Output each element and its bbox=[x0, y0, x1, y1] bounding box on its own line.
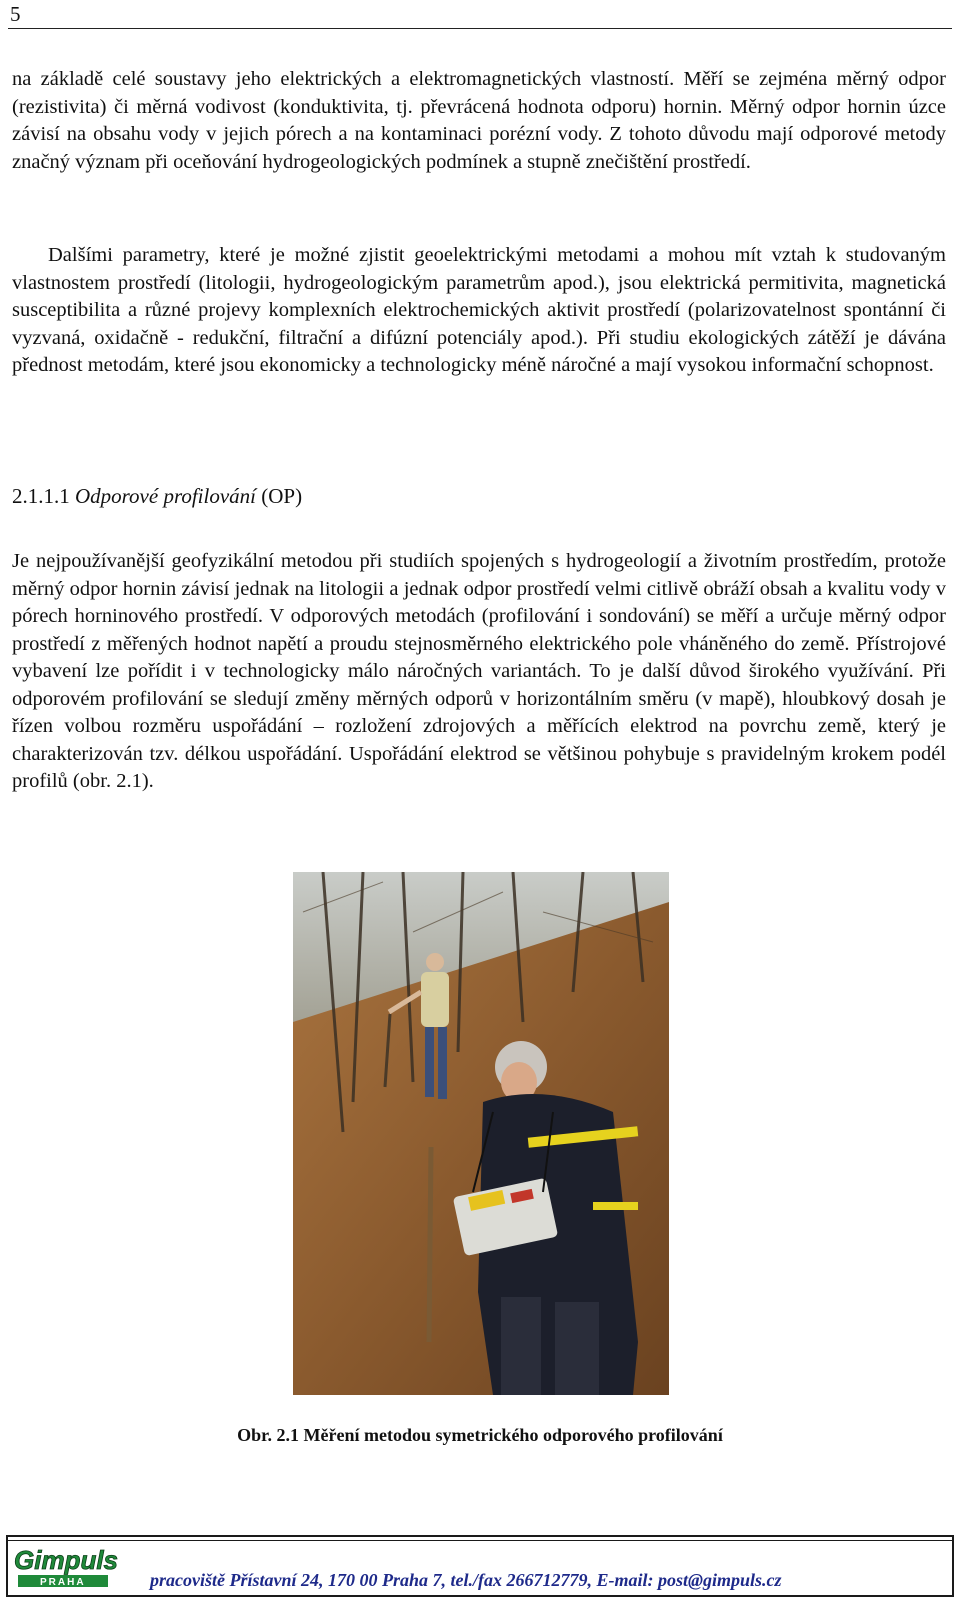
svg-text:PRAHA: PRAHA bbox=[40, 1577, 86, 1588]
figure-caption: Obr. 2.1 Měření metodou symetrického odporového profilování bbox=[237, 1425, 723, 1445]
footer-rule bbox=[6, 1540, 954, 1541]
section-number: 2.1.1.1 bbox=[12, 484, 70, 508]
paragraph-2: Dalšími parametry, které je možné zjistit geoelektrickými metodami a mohou mít vztah k studovaným vlastnostem prostředí (litologii, hydrogeologickým parametrům apod.), jsou elektrická permitivita, magnetická susceptibilita a různé projevy komplexních elektrochemických aktivit prostředí (polarizovatelnost spontánní či vyzvaná, oxidačně - redukční, filtrační a difúzní potenciály apod.). Při studiu ekologických zátěží je dávána přednost metodám, které jsou ekonomicky a technologicky méně náročné a mají vysokou informační schopnost. bbox=[12, 244, 946, 376]
photo-illustration bbox=[293, 872, 669, 1395]
page-number: 5 bbox=[10, 2, 21, 26]
section-heading bbox=[12, 484, 302, 509]
field-measurement-photo bbox=[293, 872, 669, 1395]
paragraph-3: Je nejpoužívanější geofyzikální metodou při studiích spojených s hydrogeologií a životním prostředím, protože měrný odpor hornin závisí jednak na litologii a jednak odpor prostředí velmi citlivě obráží obsah a kvalitu vody v pórech horninového prostředí. V odporových metodách (profilování i sondování) se měří a určuje měrný odpor prostředí z měřených hodnot napětí a proudu stejnosměrného elektrického pole vháněného do země. Přístrojové vybavení lze pořídit i v technologicky málo náročných variantách. To je další důvod širokého využívání. Při odporovém profilování se sledují změny měrných odporů v horizontálním směru (v mapě), hloubkový dosah je řízen volbou rozměru uspořádání – rozložení zdrojových a měřících elektrod na povrchu země, který je charakterizován tzv. délkou uspořádání. Uspořádání elektrod se většinou pohybuje s pravidelným krokem podél profilů (obr. 2.1). bbox=[12, 550, 946, 792]
section-title: Odporové profilování bbox=[75, 484, 257, 508]
gimpuls-logo bbox=[10, 1539, 122, 1593]
paragraph-1: na základě celé soustavy jeho elektrických a elektromagnetických vlastností. Měří se zejména měrný odpor (rezistivita) či měrná vodivost (konduktivita, tj. převrácená hodnota odporu) hornin. Měrný odpor hornin úzce závisí na obsahu vody v jejich pórech a na kontaminaci porézní vody. Z tohoto důvodu mají odporové metody značný význam při oceňování hydrogeologických podmínek a stupně znečištění prostředí. bbox=[12, 68, 946, 173]
electrode-stake bbox=[429, 1147, 431, 1342]
svg-text:Gimpuls: Gimpuls bbox=[14, 1545, 119, 1575]
header-rule bbox=[8, 28, 952, 29]
section-abbr: (OP) bbox=[261, 484, 303, 508]
footer-contact: pracoviště Přístavní 24, 170 00 Praha 7, tel./fax 266712779, E-mail: post@gimpuls.cz bbox=[150, 1570, 782, 1590]
